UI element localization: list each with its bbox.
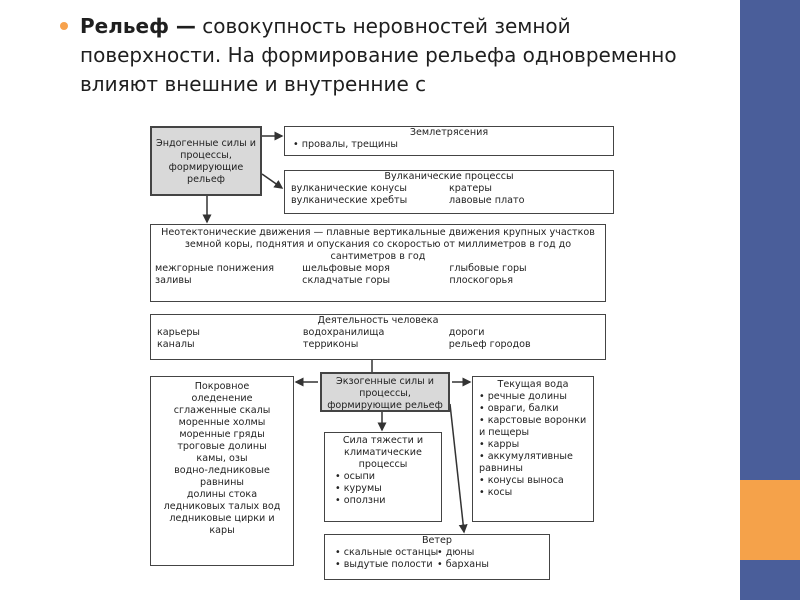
neotectonic-item: плоскогорья bbox=[449, 275, 513, 286]
volcanic-item: лавовые плато bbox=[449, 195, 525, 206]
running-water-item: • карстовые воронки и пещеры bbox=[479, 415, 593, 439]
running-water-title: Текущая вода bbox=[497, 379, 569, 390]
wind-item: • дюны bbox=[437, 547, 475, 558]
running-water-item: • овраги, балки bbox=[479, 403, 593, 415]
running-water-item: • конусы выноса bbox=[479, 475, 593, 487]
glaciation-item: водно-ледниковые равнины bbox=[174, 465, 270, 488]
human-activity-item: дороги bbox=[448, 327, 485, 338]
running-water-item: • речные долины bbox=[479, 391, 593, 403]
glaciation-item: долины стока ледниковых талых вод bbox=[163, 489, 281, 512]
human-activity-item: терриконы bbox=[302, 339, 359, 350]
neotectonic-item: глыбовые горы bbox=[449, 263, 527, 274]
arrow-to-volcanic bbox=[262, 174, 282, 188]
bullet-icon bbox=[60, 22, 68, 30]
intro-text bbox=[80, 12, 690, 99]
neotectonic-box bbox=[150, 224, 606, 302]
human-activity-box bbox=[150, 314, 606, 360]
running-water-item: • косы bbox=[479, 487, 593, 499]
glaciation-item: сглаженные скалы bbox=[173, 405, 271, 416]
human-activity-item: водохранилища bbox=[302, 327, 385, 338]
glaciation-item: камы, озы bbox=[196, 453, 248, 464]
earthquakes-item: • провалы, трещины bbox=[293, 139, 613, 151]
gravity-item: • оползни bbox=[335, 495, 441, 507]
human-activity-item: рельеф городов bbox=[448, 339, 531, 350]
running-water-item: • карры bbox=[479, 439, 593, 451]
sidebar-accent-tab bbox=[740, 480, 800, 560]
running-water-box bbox=[472, 376, 594, 522]
gravity-box bbox=[324, 432, 442, 522]
endogenous-forces-box bbox=[150, 126, 262, 196]
glaciation-title: Покровное оледенение bbox=[191, 381, 253, 404]
endogenous-forces-label: Эндогенные силы и процессы, формирующие рельеф bbox=[156, 138, 256, 185]
glaciation-item: моренные холмы bbox=[178, 417, 266, 428]
neotectonic-item: заливы bbox=[155, 275, 192, 286]
wind-item: • барханы bbox=[437, 559, 490, 570]
volcanic-item: кратеры bbox=[449, 183, 492, 194]
exogenous-forces-box bbox=[320, 372, 450, 412]
glaciation-item: моренные гряды bbox=[179, 429, 265, 440]
glaciation-box bbox=[150, 376, 294, 566]
relief-diagram bbox=[92, 104, 668, 590]
volcanic-item: вулканические хребты bbox=[291, 195, 408, 206]
glaciation-item: троговые долины bbox=[177, 441, 267, 452]
neotectonic-item: складчатые горы bbox=[302, 275, 391, 286]
gravity-title: Сила тяжести и климатические процессы bbox=[342, 435, 424, 470]
volcanic-box bbox=[284, 170, 614, 214]
volcanic-title: Вулканические процессы bbox=[384, 171, 514, 182]
running-water-item: • аккумулятивные равнины bbox=[479, 451, 593, 475]
intro-definition: совокупность неровностей земной поверхности. На формирование рельефа одновременно влияют внешние и внутренние с bbox=[80, 14, 677, 96]
intro-term: Рельеф — bbox=[80, 14, 196, 38]
volcanic-item: вулканические конусы bbox=[291, 183, 407, 194]
neotectonic-item: межгорные понижения bbox=[155, 263, 275, 274]
human-activity-item: карьеры bbox=[157, 327, 200, 338]
wind-box bbox=[324, 534, 550, 580]
earthquakes-title: Землетрясения bbox=[409, 127, 489, 138]
wind-title: Ветер bbox=[421, 535, 453, 546]
neotectonic-item: шельфовые моря bbox=[302, 263, 390, 274]
exogenous-forces-label: Экзогенные силы и процессы, формирующие рельеф bbox=[327, 376, 443, 411]
arrow-to-wind bbox=[450, 404, 464, 532]
neotectonic-title: Неотектонические движения — плавные вертикальные движения крупных участков земной коры, поднятия и опускания со скоростью от миллиметров в год до сантиметров в год bbox=[161, 227, 595, 262]
glaciation-item: ледниковые цирки и кары bbox=[169, 513, 275, 536]
human-activity-item: каналы bbox=[157, 339, 195, 350]
gravity-item: • курумы bbox=[335, 483, 441, 495]
wind-item: • скальные останцы bbox=[335, 547, 439, 558]
human-activity-title: Деятельность человека bbox=[317, 315, 439, 326]
gravity-item: • осыпи bbox=[335, 471, 441, 483]
earthquakes-box bbox=[284, 126, 614, 156]
wind-item: • выдутые полости bbox=[335, 559, 433, 570]
